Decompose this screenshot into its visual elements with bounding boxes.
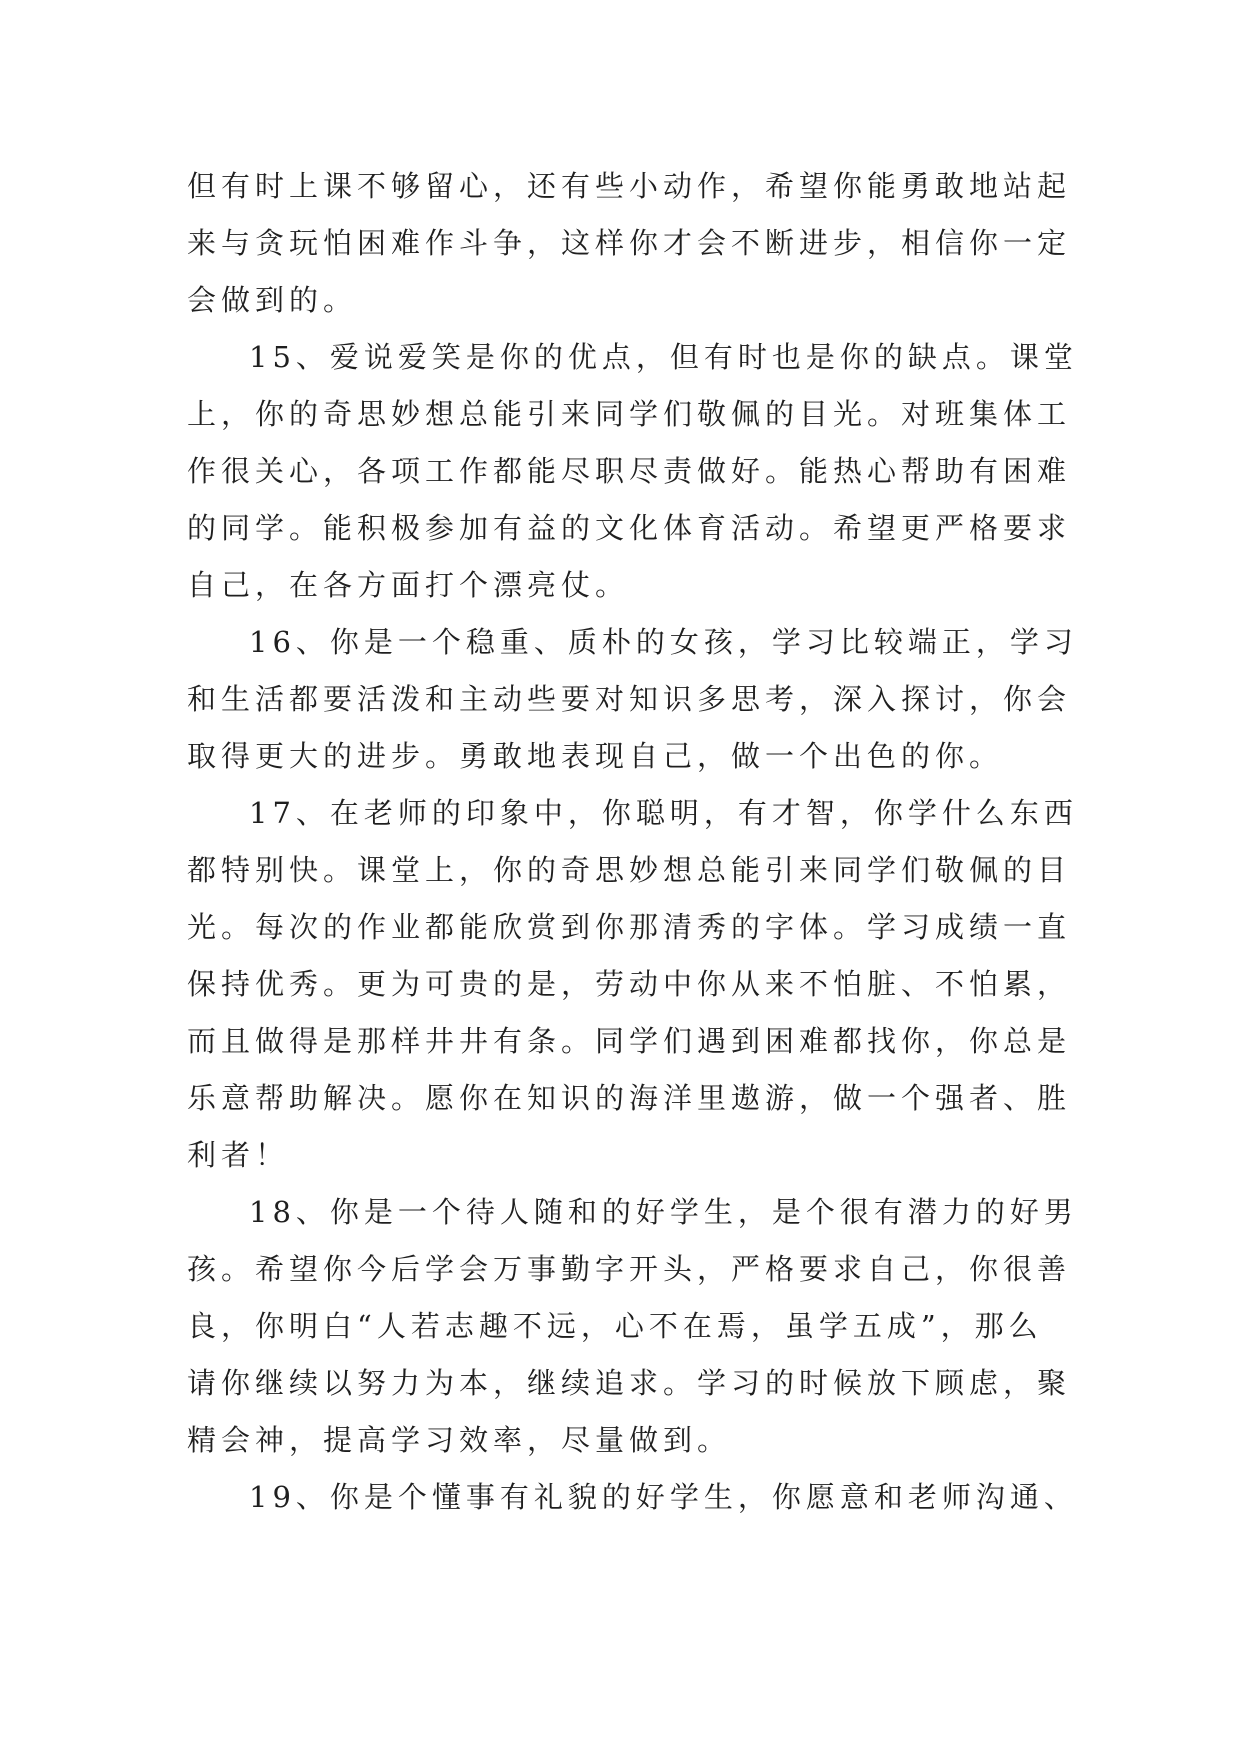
text-line: 18、你是一个待人随和的好学生，是个很有潜力的好男 (249, 1195, 1078, 1229)
text-line: 17、在老师的印象中，你聪明，有才智，你学什么东西 (249, 796, 1078, 830)
text-line: 利者！ (187, 1138, 290, 1172)
text-line: 都特别快。课堂上，你的奇思妙想总能引来同学们敬佩的目 (187, 853, 1072, 887)
text-line: 自己，在各方面打个漂亮仗。 (187, 568, 630, 602)
text-line: 光。每次的作业都能欣赏到你那清秀的字体。学习成绩一直 (187, 910, 1072, 944)
text-line: 而且做得是那样井井有条。同学们遇到困难都找你，你总是 (187, 1024, 1072, 1058)
document-body (187, 158, 1078, 1526)
text-line: 19、你是个懂事有礼貌的好学生，你愿意和老师沟通、 (249, 1480, 1078, 1514)
text-line: 良，你明白“人若志趣不远，心不在焉，虽学五成”，那么 (187, 1309, 1043, 1343)
text-line: 15、爱说爱笑是你的优点，但有时也是你的缺点。课堂 (249, 340, 1078, 374)
text-line: 精会神，提高学习效率，尽量做到。 (187, 1423, 732, 1457)
text-line: 上，你的奇思妙想总能引来同学们敬佩的目光。对班集体工 (187, 397, 1072, 431)
text-line: 会做到的。 (187, 283, 358, 317)
text-line: 16、你是一个稳重、质朴的女孩，学习比较端正，学习 (249, 625, 1078, 659)
text-line: 孩。希望你今后学会万事勤字开头，严格要求自己，你很善 (187, 1252, 1072, 1286)
text-line: 来与贪玩怕困难作斗争，这样你才会不断进步，相信你一定 (187, 226, 1072, 260)
text-line: 但有时上课不够留心，还有些小动作，希望你能勇敢地站起 (187, 169, 1072, 203)
text-line: 取得更大的进步。勇敢地表现自己，做一个出色的你。 (187, 739, 1004, 773)
text-line: 乐意帮助解决。愿你在知识的海洋里遨游，做一个强者、胜 (187, 1081, 1072, 1115)
text-line: 保持优秀。更为可贵的是，劳动中你从来不怕脏、不怕累， (187, 967, 1072, 1001)
text-line: 请你继续以努力为本，继续追求。学习的时候放下顾虑，聚 (187, 1366, 1072, 1400)
text-line: 作很关心，各项工作都能尽职尽责做好。能热心帮助有困难 (187, 454, 1072, 488)
text-line: 的同学。能积极参加有益的文化体育活动。希望更严格要求 (187, 511, 1072, 545)
text-line: 和生活都要活泼和主动些要对知识多思考，深入探讨，你会 (187, 682, 1072, 716)
